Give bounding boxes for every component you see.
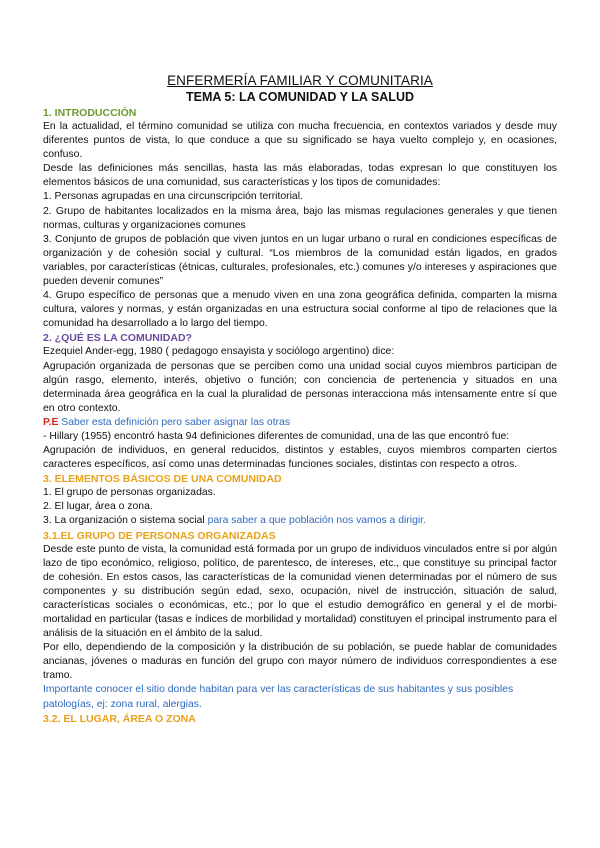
section-heading-introduccion: 1. INTRODUCCIÓN: [43, 107, 137, 119]
paragraph: En la actualidad, el término comunidad se utiliza con mucha frecuencia, en contextos variados y desde muy diferentes puntos de vista, lo que conduce a que su significado se haya vuelto complejo y, en ocasiones, confuso.: [43, 121, 557, 161]
section-heading-lugar-area-zona: 3.2. EL LUGAR, ÁREA O ZONA: [43, 712, 196, 725]
list-item: 1. El grupo de personas organizadas.: [43, 487, 216, 499]
list-item: 2. El lugar, área o zona.: [43, 501, 153, 513]
exam-note: [43, 416, 557, 430]
list-item: 1. Personas agrupadas en una circunscripción territorial.: [43, 191, 303, 203]
paragraph: Desde las definiciones más sencillas, hasta las más elaboradas, todas expresan lo que constituyen los elementos básicos de una comunidad, sus características y los tipos de comunidades:: [43, 163, 557, 189]
paragraph: Ezequiel Ander-egg, 1980 ( pedagogo ensayista y sociólogo argentino) dice:: [43, 346, 395, 358]
section-heading-grupo-personas: 3.1.EL GRUPO DE PERSONAS ORGANIZADAS: [43, 529, 276, 542]
paragraph: Por ello, dependiendo de la composición y la distribución de su población, se puede hablar de comunidades ancianas, jóvenes o maduras en función del grupo con mayor número de individuos correspondientes a ese tramo.: [43, 642, 557, 682]
list-item-text: 3. La organización o sistema social: [43, 515, 208, 527]
document-page: [43, 72, 557, 726]
list-item: 3. Conjunto de grupos de población que viven juntos en un lugar urbano o rural en condiciones específicas de organización y de cohesión social y cultural. “Los miembros de la comunidad están ligados, en grados variables, por características (étnicas, culturales, profesionales, etc.) comunes y/o intereses y aspiraciones que pueden devenir comunes”: [43, 233, 557, 288]
document-subtitle: TEMA 5: LA COMUNIDAD Y LA SALUD: [185, 90, 414, 104]
section-heading-que-es-comunidad: 2. ¿QUÉ ES LA COMUNIDAD?: [43, 332, 192, 345]
list-item: 2. Grupo de habitantes localizados en la misma área, bajo las mismas regulaciones generales y que tienen normas, culturas y organizaciones comunes: [43, 205, 557, 231]
paragraph: - Hillary (1955) encontró hasta 94 definiciones diferentes de comunidad, una de las que encontró fue:: [43, 430, 510, 442]
definition-paragraph: Agrupación de individuos, en general reducidos, distintos y estables, cuyos miembros comparten ciertos caracteres específicos, así como unas determinadas funciones sociales, distintas con respecto a otros.: [43, 445, 557, 471]
document-title: ENFERMERÍA FAMILIAR Y COMUNITARIA: [167, 73, 433, 88]
section-heading-elementos-basicos: 3. ELEMENTOS BÁSICOS DE UNA COMUNIDAD: [43, 473, 282, 486]
study-note: Importante conocer el sitio donde habitan para ver las características de sus habitantes y sus posibles patologías, ej: zona rural, alergias.: [43, 684, 514, 710]
definition-paragraph: Agrupación organizada de personas que se perciben como una unidad social cuyos miembros participan de algún rasgo, elemento, interés, objetivo o función; con conciencia de pertenencia y situados en una determinada área geográfica en la cual la pluralidad de personas interacciona más intensamente entre sí que en otro contexto.: [43, 360, 557, 414]
exam-note-text: Saber esta definición pero saber asignar las otras: [58, 416, 291, 428]
paragraph: Desde este punto de vista, la comunidad está formada por un grupo de individuos vinculados entre sí por algún lazo de tipo económico, religioso, político, de parentesco, de intereses, etc., que constituye su principal factor de cohesión. En estos casos, las características de la comunidad vienen determinadas por el número de sus componentes y su distribución según edad, sexo, ocupación, nivel de instrucción, situación de salud, características sociales o económicas, etc.; por lo que el estudio demográfico en general y el de morbi-mortalidad en particular (tasas e índices de morbilidad y mortalidad) constituyen el principal instrumento para el análisis de la situación en el ámbito de la salud.: [43, 543, 557, 640]
list-item: 4. Grupo específico de personas que a menudo viven en una zona geográfica definida, comparten la misma cultura, valores y normas, y están organizadas en una estructura social conforme al tipo de relaciones que la comunidad ha desarrollado a lo largo del tiempo.: [43, 290, 557, 330]
exam-note-label: P.E: [43, 416, 59, 428]
list-item-note: para saber a que población nos vamos a dirigir.: [207, 515, 426, 527]
list-item: [43, 514, 557, 528]
